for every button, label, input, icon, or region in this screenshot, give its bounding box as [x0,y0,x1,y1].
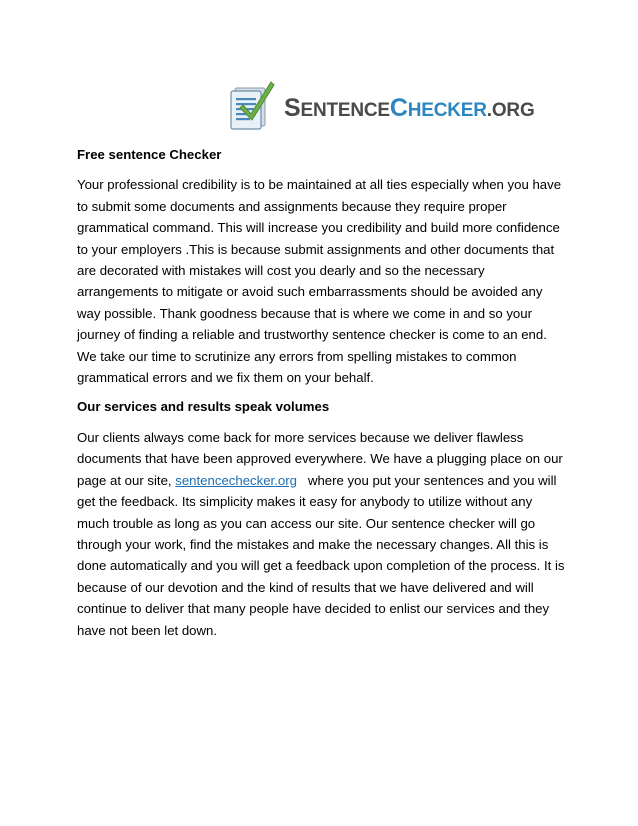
document-checkmark-icon [226,78,276,130]
logo-wordmark [284,94,535,123]
logo-wordmark-s: S [284,94,301,122]
site-logo [226,78,535,130]
document-title: Free sentence Checker [77,147,222,162]
paragraph-intro: Your professional credibility is to be maintained at all ties especially when you have to submit some documents and assignments because they require proper grammatical command. This will increase you credibility and build more confidence to your employers .This is because submit assignments and other documents that are decorated with mistakes will cost you dearly and so the necessary arrangements to mitigate or avoid such embarrassments should be avoided any way possible. Thank goodness because that is where we come in and so your journey of finding a reliable and trustworthy sentence checker is come to an end. We take our time to scrutinize any errors from spelling mistakes to common grammatical errors and we fix them on your behalf. [77,177,562,386]
paragraph-services-text-start: Our clients always come back for more services because we deliver flawless documents that have been approved everywhere. We have a plugging place on our page at our site, [77,429,563,488]
paragraph-services-text-end: where you put your sentences and you will get the feedback. Its simplicity makes it easy for anybody to utilize without any much trouble as long as you can access our site. Our sentence checker will go through your work, find the mistakes and make the necessary changes. All this is done automatically and you will get a feedback upon completion of the process. It is because of our devotion and the kind of results that we have delivered and will continue to deliver that many people have decided to enlist our services and they have not been let down. [77,472,569,638]
section-heading: Our services and results speak volumes [77,399,330,415]
logo-wordmark-org: .ORG [486,100,535,121]
site-link[interactable]: sentencechecker.org [175,472,297,488]
logo-wordmark-c: C [389,94,408,122]
logo-wordmark-hecker: HECKER [407,100,487,121]
logo-wordmark-entence: ENTENCE [300,100,390,121]
document-body [77,144,567,649]
paragraph-services [77,427,567,641]
